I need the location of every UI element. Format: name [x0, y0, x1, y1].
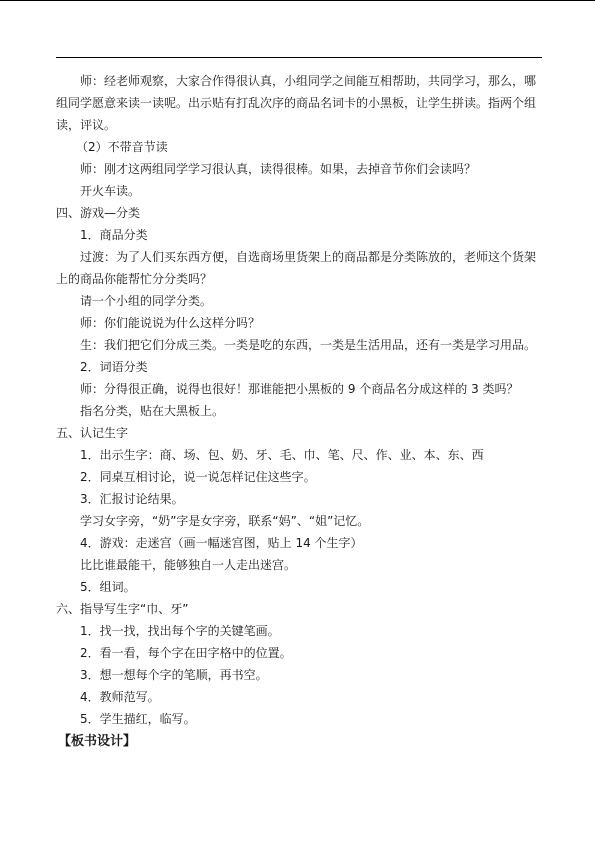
top-border-line	[0, 0, 595, 1]
list-item: 3．想一想每个字的笔顺，再书空。	[80, 668, 268, 682]
body-line: 指名分类，贴在大黑板上。	[80, 404, 225, 418]
section-heading: 四、游戏—分类	[56, 206, 141, 220]
section-heading: 六、指导写生字“巾、牙”	[56, 602, 189, 616]
body-line: 过渡：为了人们买东西方便，自选商场里货架上的商品都是分类陈放的，老师这个货架	[80, 250, 537, 264]
body-line: 组同学愿意来读一读呢。出示贴有打乱次序的商品名词卡的小黑板，让学生拼读。指两个组	[56, 96, 537, 110]
body-line: 开火车读。	[80, 184, 141, 198]
list-item: 5．组词。	[80, 580, 136, 594]
header-rule	[56, 57, 542, 58]
body-line: 师：刚才这两组同学学习很认真，读得很棒。如果，去掉音节你们会读吗？	[80, 162, 477, 176]
list-item: 4．游戏：走迷宫（画一幅迷宫图，贴上 14 个生字）	[80, 536, 363, 550]
body-line: 学习女字旁，“奶”字是女字旁，联系“妈”、“姐”记忆。	[80, 514, 370, 528]
board-design-heading: 【板书设计】	[58, 734, 137, 749]
list-item: 1．商品分类	[80, 228, 148, 242]
list-item: 2．词语分类	[80, 360, 148, 374]
list-item: 2．看一看，每个字在田字格中的位置。	[80, 646, 292, 660]
body-line: 请一个小组的同学分类。	[80, 294, 213, 308]
list-item: 1．找一找，找出每个字的关键笔画。	[80, 624, 280, 638]
body-line: 生：我们把它们分成三类。一类是吃的东西，一类是生活用品，还有一类是学习用品。	[80, 338, 537, 352]
section-heading: 五、认记生字	[56, 426, 129, 440]
list-item: 2．同桌互相讨论，说一说怎样记住这些字。	[80, 470, 316, 484]
subsection-line: （2）不带音节读	[76, 140, 168, 154]
list-item: 1．出示生字：商、场、包、奶、牙、毛、巾、笔、尺、作、业、本、东、西	[80, 448, 484, 462]
list-item: 4．教师范写。	[80, 690, 160, 704]
body-line: 师：经老师观察，大家合作得很认真，小组同学之间能互相帮助，共同学习，那么，哪	[80, 74, 537, 88]
list-item: 5．学生描红，临写。	[80, 712, 196, 726]
body-line: 上的商品你能帮忙分分类吗？	[56, 272, 213, 286]
body-line: 师：分得很正确，说得也很好！那谁能把小黑板的 9 个商品名分成这样的 3 类吗？	[80, 382, 519, 396]
document-body	[56, 70, 542, 754]
body-line: 比比谁最能干，能够独自一人走出迷宫。	[80, 558, 297, 572]
list-item: 3．汇报讨论结果。	[80, 492, 184, 506]
body-line: 师：你们能说说为什么这样分吗？	[80, 316, 261, 330]
body-line: 读，评议。	[56, 118, 117, 132]
